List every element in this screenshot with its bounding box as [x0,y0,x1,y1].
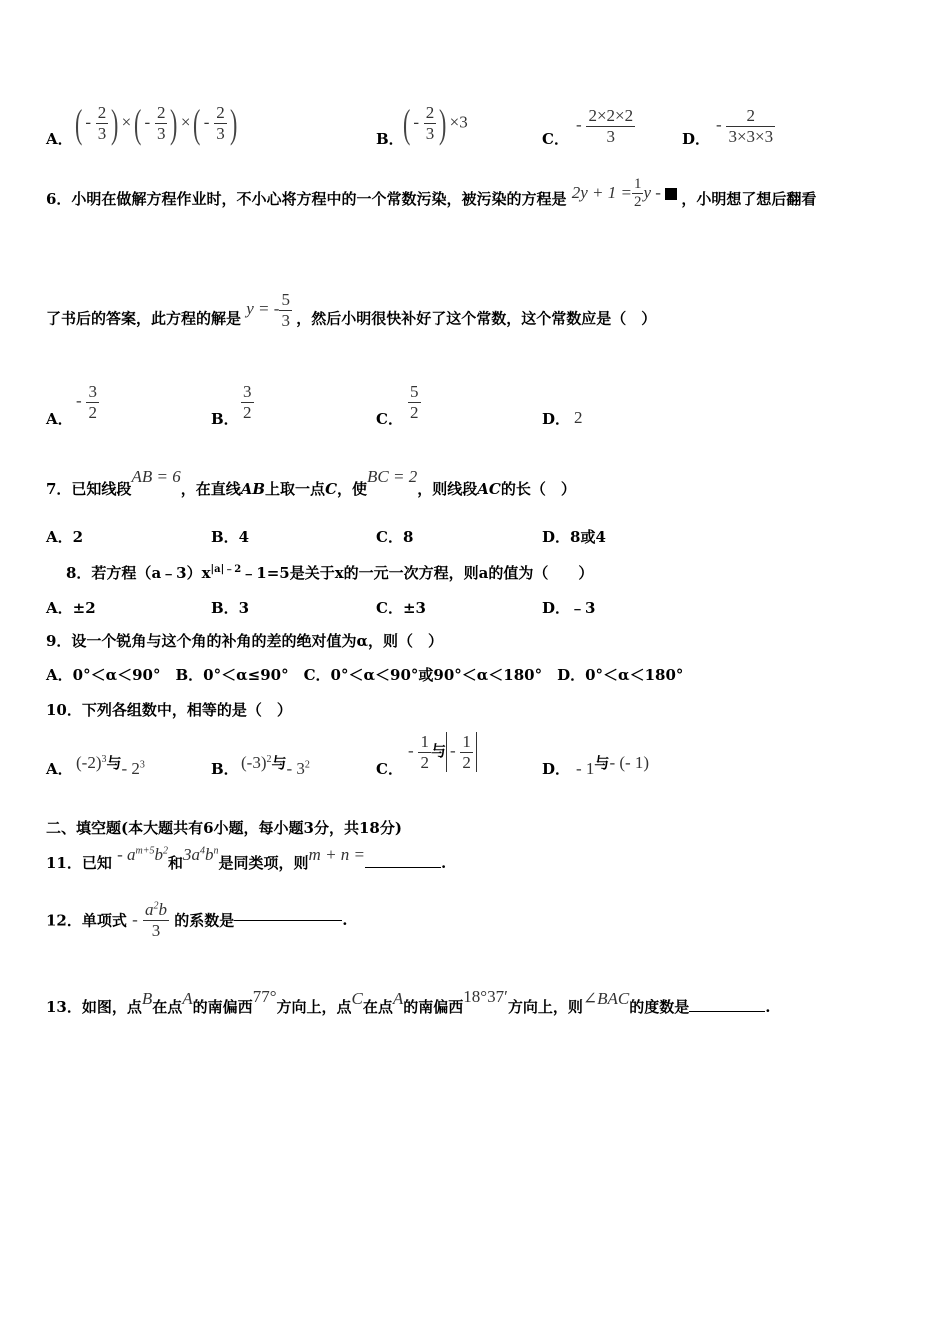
q5-options-row [46,100,906,152]
q10-option-a-expr: $(-2)^3$与- $2^3$ [76,753,145,778]
q11-text: 11．已知 [46,854,112,872]
q13-point-b: B [141,989,153,1008]
q10-options [46,730,746,780]
q13-angle1: 77° [252,987,277,1006]
q7-text: ，则线段 [417,480,478,498]
q6-text-part3: 了书后的答案，此方程的解是 [46,309,242,328]
q13-point-a: A [182,989,193,1008]
q13-text: 方向上，点 [276,998,352,1016]
q6-line1 [46,176,817,224]
q5-option-d-expr: - $\frac{2}{3\times 3\times 3}$ [716,106,774,146]
q12-minus: - [132,910,138,930]
q6-solution: y = - $\frac{5}{3}$ [246,290,290,330]
fraction: $\frac{1}{2}$ [462,732,471,772]
q8-option-a: A．±2 [46,599,96,617]
q7-ac: AC [477,480,501,498]
fraction: $\frac{3}{2}$ [243,382,252,422]
q7-ab: AB [240,480,266,498]
q7-option-c: C．8 [376,528,414,546]
q10-line: 10．下列各组数中，相等的是（ ） [46,701,292,719]
q7-bc-equation: BC = 2 [367,467,418,486]
q5-option-b-expr: ( - $\frac{2}{3}$ ) ×3 [402,101,468,146]
fraction: $\frac{2}{3}$ [216,103,225,143]
q7-text: 7．已知线段 [46,480,132,498]
q10-option-b-expr: $(-3)^2$与- $3^2$ [241,753,310,778]
q7-option-d: D．8或4 [542,528,606,546]
q10-option-a-label: A． [46,760,73,778]
q7-text: 上取一点 [265,480,326,498]
q10-option-c-expr: - $\frac{1}{2}$ 与 - $\frac{1}{2}$ [408,732,477,772]
fraction: $\frac{1}{2}$ [420,732,429,772]
q8-option-d: D．﹣3 [542,599,596,617]
q13-text: 方向上，则 [507,998,583,1016]
fraction: $\frac{5}{2}$ [410,382,419,422]
q7-line [46,467,576,499]
q6-option-b-value [241,382,254,422]
q13-text: 的南偏西 [403,998,464,1016]
q13-point-a: A [392,989,404,1008]
q7-text: ，在直线 [180,480,241,498]
answer-blank[interactable] [689,1011,765,1012]
q12-fraction: $\frac{a^2b}{3}$ [145,900,168,940]
q6-option-c-value [408,382,421,422]
q10-option-d-label: D． [542,760,571,778]
q5-option-a-label: A． [46,130,73,148]
q7-text: ，使 [337,480,368,498]
q5-option-a-expr: ( - $\frac{2}{3}$ ) ×( - $\frac{2}{3}$ ) ×( - $\frac{2}{3}$ ) [74,101,238,146]
section2-title: 二、填空题(本大题共有6小题，每小题3分，共18分) [46,819,402,837]
q8-text: ﹣1=5是关于x的一元一次方程，则a的值为（ ） [241,564,594,582]
q6-text-part2: ，小明想了想后翻看 [681,190,817,208]
q11-text: 是同类项，则 [218,854,309,872]
q11-term1: - $a^{m+5}b^2$ [117,845,169,864]
fraction: $\frac{2}{3}$ [97,103,107,143]
fraction: $\frac{1}{2}$ [633,176,642,211]
q12-line: 12．单项式 - $\frac{a^2b}{3}$ 的系数是 . [46,900,348,940]
q10-option-d-expr: - 1与- (- 1) [576,753,650,778]
q6-options [46,382,746,432]
answer-blank[interactable] [365,867,441,868]
q13-text: 在点 [152,998,183,1016]
q13-angle2: 18°37′ [463,987,508,1006]
q8-option-c: C．±3 [376,599,426,617]
q13-text: 13．如图，点 [46,998,142,1016]
q6-option-c-label: C． [376,410,403,428]
q7-option-a: A．2 [46,528,84,546]
q5-option-b-label: B． [376,130,404,148]
fraction: $\frac{2}{3\times 3\times 3}$ [728,106,774,146]
q8-text: 8．若方程（a﹣3）x [66,564,211,582]
q12-text: 的系数是 [174,911,235,930]
q11-term2: $3a^4b^n$ [183,845,219,864]
q13-text: 在点 [362,998,393,1016]
q6-equation: 2y + 1 = $\frac{1}{2}$ y - [572,183,682,202]
q8-line [66,560,593,583]
fraction: $\frac{2}{3}$ [425,103,435,143]
fraction: $\frac{5}{3}$ [281,290,290,330]
q11-expression: m + n = [308,845,366,864]
q12-text: 12．单项式 [46,911,127,930]
q9-line: 9．设一个锐角与这个角的补角的差的绝对值为α，则（ ） [46,632,443,650]
q10-option-b-label: B． [211,760,239,778]
q7-ab-equation: AB = 6 [131,467,181,486]
q5-option-c-expr: - $\frac{2\times 2\times 2}{3}$ [576,106,634,146]
q7-option-b: B．4 [211,528,250,546]
q13-line: 13．如图，点B在点A的南偏西77°方向上，点C在点A的南偏西18°37′方向上，则∠BAC的度数是 . [46,987,771,1016]
q11-line: 11．已知 - $a^{m+5}b^2$和$3a^4b^n$是同类项，则m + n = . [46,845,447,872]
q13-text: 的度数是 [629,998,690,1016]
q8-exponent: |a|﹣2 [210,564,242,575]
q5-option-c-label: C． [542,130,569,148]
q8-option-b: B．3 [211,599,250,617]
q13-text: 的南偏西 [192,998,253,1016]
q5-option-d-label: D． [682,130,711,148]
answer-blank[interactable] [234,920,342,921]
q6-line2 [46,290,657,338]
q6-option-d-value: 2 [574,408,583,427]
fraction: $\frac{2\times 2\times 2}{3}$ [588,106,634,146]
q6-option-d-label: D． [542,410,571,428]
q13-point-c: C [351,989,363,1008]
q10-option-c-label: C． [376,760,403,778]
q7-text: 的长（ ） [500,480,576,498]
q6-option-a-value: - $\frac{3}{2}$ [76,382,97,422]
fraction: $\frac{2}{3}$ [156,103,166,143]
q6-text-part1: 6．小明在做解方程作业时，不小心将方程中的一个常数污染，被污染的方程是 [46,190,567,208]
q6-option-b-label: B． [211,410,239,428]
fraction: $\frac{3}{2}$ [88,382,97,422]
q6-text-part4: ，然后小明很快补好了这个常数，这个常数应是（ ） [296,309,657,328]
q6-option-a-label: A． [46,410,73,428]
ink-stain-square [665,188,677,200]
q9-options: A．0°＜α＜90° B．0°＜α≤90° C．0°＜α＜90°或90°＜α＜180° D．0°＜α＜180° [46,666,684,684]
q11-text: 和 [168,854,184,872]
q7-c: C [325,480,338,498]
q13-angle-bac: ∠BAC [582,989,630,1008]
absolute-value: - $\frac{1}{2}$ [446,732,477,772]
